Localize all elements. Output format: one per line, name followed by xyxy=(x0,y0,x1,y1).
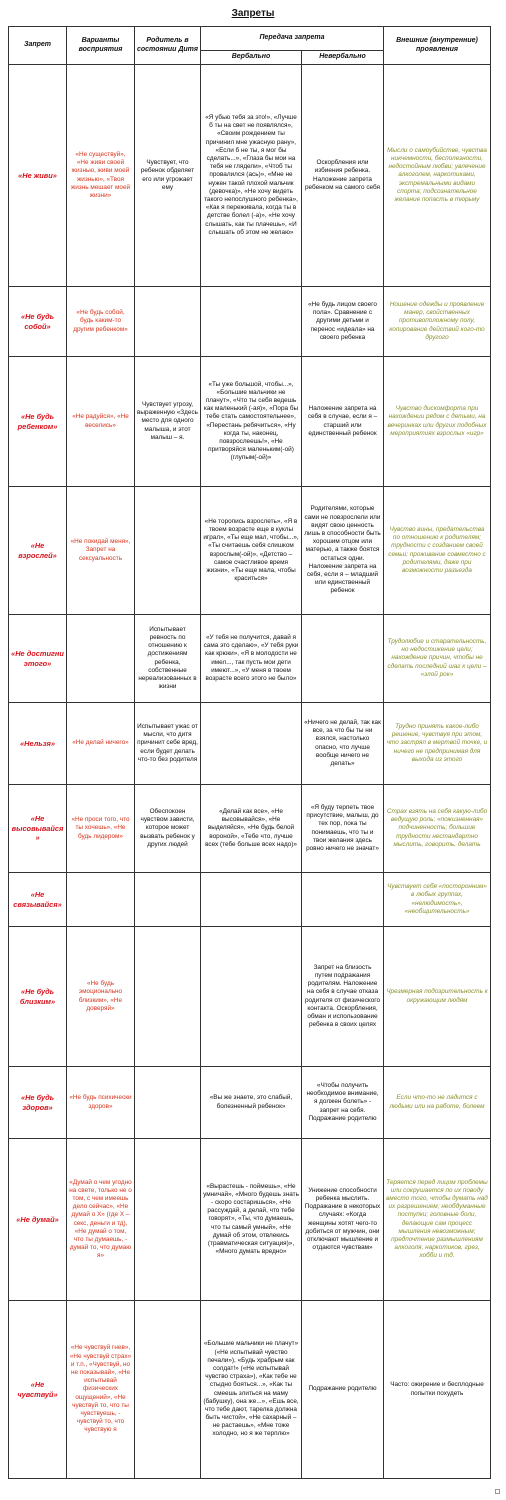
ban-cell: «Не будь здоров» xyxy=(9,1067,67,1139)
parent-child-cell: Чувствует угрозу, выраженную «Здесь место для одного малыша, и этот малыш – я. xyxy=(135,357,201,487)
header-perception: Варианты восприятия xyxy=(67,27,135,65)
ban-cell: «Не связывайся» xyxy=(9,873,67,927)
nonverbal-cell xyxy=(302,615,384,703)
verbal-cell xyxy=(201,927,302,1067)
perception-cell: «Не будь эмоционально близким», «Не доверяй» xyxy=(67,927,135,1067)
header-ban: Запрет xyxy=(9,27,67,65)
table-row xyxy=(9,487,491,615)
table-row xyxy=(9,615,491,703)
parent-child-cell: Обеспокоен чувством зависти, которое может вызвать ребенок у других людей xyxy=(135,785,201,873)
parent-child-cell xyxy=(135,287,201,357)
external-cell: Чувствует себя «посторонним» в любых группах, «нелюдимость», «необщительность» xyxy=(384,873,491,927)
ban-cell: «Не достигни этого» xyxy=(9,615,67,703)
bans-table xyxy=(8,26,491,1479)
nonverbal-cell: «Чтобы получить необходимое внимание, я должен болеть» - запрет на себя. Подражание родителю xyxy=(302,1067,384,1139)
parent-child-cell: Испытывает ужас от мысли, что дитя причинит себе вред, если будет делать что-то без родителя xyxy=(135,703,201,785)
ban-cell: «Не будь ребенком» xyxy=(9,357,67,487)
perception-cell: «Не будь психически здоров» xyxy=(67,1067,135,1139)
nonverbal-cell xyxy=(302,873,384,927)
header-external: Внешние (внутренние) проявления xyxy=(384,27,491,65)
parent-child-cell xyxy=(135,1301,201,1479)
verbal-cell: «У тебя не получится, давай я сама это сделаю», «У тебя руки как крюки», «Я в молодости не имел..., так пусть мои дети имеют...», «У меня в твоем возрасте всего этого не было» xyxy=(201,615,302,703)
header-transmission: Передача запрета xyxy=(201,27,384,51)
table-row xyxy=(9,65,491,287)
header-verbal: Вербально xyxy=(201,51,302,65)
ban-cell: «Не взрослей» xyxy=(9,487,67,615)
parent-child-cell xyxy=(135,927,201,1067)
table-row xyxy=(9,1139,491,1301)
perception-cell: «Не существуй», «Не живи своей жизнью, живи моей жизнью», «Твоя жизнь мешает моей жизни» xyxy=(67,65,135,287)
external-cell: Чувство вины, предательства по отношению к родителям; трудности с созданием своей семьи; проживание совместно с родителями, даже при возможности разъезда xyxy=(384,487,491,615)
nonverbal-cell: Подражание родителю xyxy=(302,1301,384,1479)
nonverbal-cell: «Не будь лицом своего пола». Сравнение с другими детьми и перенос «идеала» на своего ребенка xyxy=(302,287,384,357)
verbal-cell: «Большие мальчики не плачут» («Не испытывай чувство печали»), «Будь храбрым как солдат!» («Не испытывай чувство страха»), «Как тебе не стыдно бояться...», «Как ты смеешь злиться на маму (бабушку), она же...», «Ешь все, что тебе дают, тарелка должна быть чистой», «Не сахарный – не растаешь», «Мне тоже холодно, но я же терплю» xyxy=(201,1301,302,1479)
external-cell: Теряется перед лицом проблемы или сокрушается по их поводу вместо того, чтобы думать над их разрешением; необдуманные поступки; головные боли, делающие сам процесс мышления невозможным; предпочтение размышлениям алкоголя, наркотиков, грез, хобби и тд. xyxy=(384,1139,491,1301)
nonverbal-cell: Родителями, которые сами не повзрослели или видят свою ценность лишь в способности быть хорошим отцом или матерью, а также боятся остаться одни. Наложение запрета на себя, если я – младший или единственный ребенок xyxy=(302,487,384,615)
external-cell: Ношение одежды и проявление манер, свойственных противоположному полу, копирование действий кого-то другого xyxy=(384,287,491,357)
ban-cell: «Не живи» xyxy=(9,65,67,287)
nonverbal-cell: Оскорбления или избиения ребенка. Наложение запрета ребенком на самого себя xyxy=(302,65,384,287)
perception-cell: «Не проси того, что ты хочешь», «Не будь лидером» xyxy=(67,785,135,873)
page-title: Запреты xyxy=(231,8,275,19)
external-cell: Мысли о самоубийстве, чувства никчемности, бесполезности, недостойным любви; увлечение алкоголем, наркотиками, экстремальными видами спорта; подсознательное желание попасть в тюрьму xyxy=(384,65,491,287)
table-row xyxy=(9,1301,491,1479)
perception-cell: «Не чувствуй гнев», «Не чувствуй страх» и т.п., «Чувствуй, но не показывай», «Не испытывай физических ощущений», «Не чувствуй то, что ты чувствуешь, - чувствуй то, что чувствую я xyxy=(67,1301,135,1479)
parent-child-cell: Чувствует, что ребенок обделяет его или угрожает ему xyxy=(135,65,201,287)
verbal-cell xyxy=(201,287,302,357)
parent-child-cell xyxy=(135,1139,201,1301)
ban-cell: «Нельзя» xyxy=(9,703,67,785)
verbal-cell xyxy=(201,703,302,785)
verbal-cell xyxy=(201,873,302,927)
ban-cell: «Не чувствуй» xyxy=(9,1301,67,1479)
table-row xyxy=(9,357,491,487)
perception-cell: «Не покидай меня», Запрет на сексуальность xyxy=(67,487,135,615)
page-corner-marker xyxy=(495,1489,500,1494)
perception-cell: «Думай о чем угодно на свете, только не о том, с чем имеешь дело сейчас», «Не думай о Х» (где Х – секс, деньги и тд), «Не думай о том, что ты думаешь, - думай то, что думаю я» xyxy=(67,1139,135,1301)
verbal-cell: «Не торопись взрослеть», «Я в твоем возрасте еще в куклы играл», «Ты еще мал, чтобы...», «Ты считаешь себя слишком взрослым(-ой)», «Детство – самое счастливое время жизни», «Ты еще мала, чтобы краситься» xyxy=(201,487,302,615)
nonverbal-cell: Унижение способности ребенка мыслить. Подражание в некоторых случаях: «Когда женщины хотят чего-то добиться от мужчин, они отключают мышление и отдаются чувствам» xyxy=(302,1139,384,1301)
external-cell: Чувство дискомфорта при нахождении рядом с детьми, на вечеринках или других подобных мероприятиях взрослых «игр» xyxy=(384,357,491,487)
table-row xyxy=(9,1067,491,1139)
nonverbal-cell: Запрет на близость путем подражания родителям. Наложение на себя в случае отказа родителя от физического контакта. Оскорбления, обман и использование ребенка в своих целях xyxy=(302,927,384,1067)
perception-cell: «Не делай ничего» xyxy=(67,703,135,785)
perception-cell: «Не радуйся», «Не веселись» xyxy=(67,357,135,487)
external-cell: Если что-то не ладится с людьми или на работе, болеем xyxy=(384,1067,491,1139)
table-row xyxy=(9,785,491,873)
external-cell: Трудолюбие и старательность, но недостижение цели; нахождение причин, чтобы не сделать последний шаг к цели – «злой рок» xyxy=(384,615,491,703)
parent-child-cell xyxy=(135,487,201,615)
parent-child-cell: Испытывает ревность по отношению к достижениям ребенка, собственные нереализованных в жизни xyxy=(135,615,201,703)
external-cell: Трудно принять какое-либо решение, чувствуя при этом, что застрял в мертвой точке, и ничего не предпринимая для выхода из этого xyxy=(384,703,491,785)
ban-cell: «Не высовывайся» xyxy=(9,785,67,873)
external-cell: Часто: ожирение и бесплодные попытки похудеть xyxy=(384,1301,491,1479)
external-cell: Чрезмерная подозрительность к окружающим людям xyxy=(384,927,491,1067)
nonverbal-cell: Наложение запрета на себя в случае, если я – старший или единственный ребенок xyxy=(302,357,384,487)
ban-cell: «Не будь близким» xyxy=(9,927,67,1067)
verbal-cell: «Вырастешь - поймешь», «Не умничай», «Много будешь знать - скоро состаришься», «Не рассуждай, а делай, что тебе говорят», «Ты, что думаешь, что ты самый умный», «Не думай об этом, отвлекись (травматическая ситуация)», «Много думать вредно» xyxy=(201,1139,302,1301)
verbal-cell: «Делай как все», «Не высовывайся», «Не выделяйся», «Не будь белой вороной», «Тебе что, лучше всех (тебе больше всех надо)» xyxy=(201,785,302,873)
verbal-cell: «Ты уже большой, чтобы...», «Большие мальчики не плачут», «Что ты себя ведешь как маленький (-ая)», «Пора бы тебе стать самостоятельнее», «Перестань ребячиться», «Ну когда ты, наконец, повзрослеешь!», «Не притворяйся маленьким(-ой) (глупым(-ой)» xyxy=(201,357,302,487)
verbal-cell: «Вы же знаете, это слабый, болезненный ребенок» xyxy=(201,1067,302,1139)
perception-cell xyxy=(67,615,135,703)
perception-cell xyxy=(67,873,135,927)
table-row xyxy=(9,703,491,785)
table-row xyxy=(9,873,491,927)
external-cell: Страх взять на себя какую-либо ведущую роль; «пожизненная» подчиненность; большие трудности нестандартно мыслить, говорить, делать xyxy=(384,785,491,873)
header-nonverbal: Невербально xyxy=(302,51,384,65)
perception-cell: «Не будь собой, будь каким-то другим ребенком» xyxy=(67,287,135,357)
table-row xyxy=(9,287,491,357)
nonverbal-cell: «Я буду терпеть твое присутствие, малыш, до тех пор, пока ты понимаешь, что ты и твои желания здесь ровно ничего не значат» xyxy=(302,785,384,873)
ban-cell: «Не думай» xyxy=(9,1139,67,1301)
parent-child-cell xyxy=(135,1067,201,1139)
table-row xyxy=(9,927,491,1067)
nonverbal-cell: «Ничего не делай, так как все, за что бы ты ни взялся, настолько опасно, что лучше вообще ничего не делать» xyxy=(302,703,384,785)
ban-cell: «Не будь собой» xyxy=(9,287,67,357)
parent-child-cell xyxy=(135,873,201,927)
header-parent-child: Родитель в состоянии Дитя xyxy=(135,27,201,65)
verbal-cell: «Я убью тебя за это!», «Лучше б ты на свет не появлялся», «Своим рождением ты причинил мне ужасную рану», «Если б не ты, я мог бы сделать...», «Глаза бы мои на тебя не глядели», «Чтоб ты провалился (ась)», «Мне не нужен такой плохой мальчик (девочка)», «Не хочу видеть такого непослушного ребенка», «Как я переживала, когда ты в детстве болел (-а)», «Не хочу слышать, как ты плачешь», «И слышать об этом не желаю» xyxy=(201,65,302,287)
